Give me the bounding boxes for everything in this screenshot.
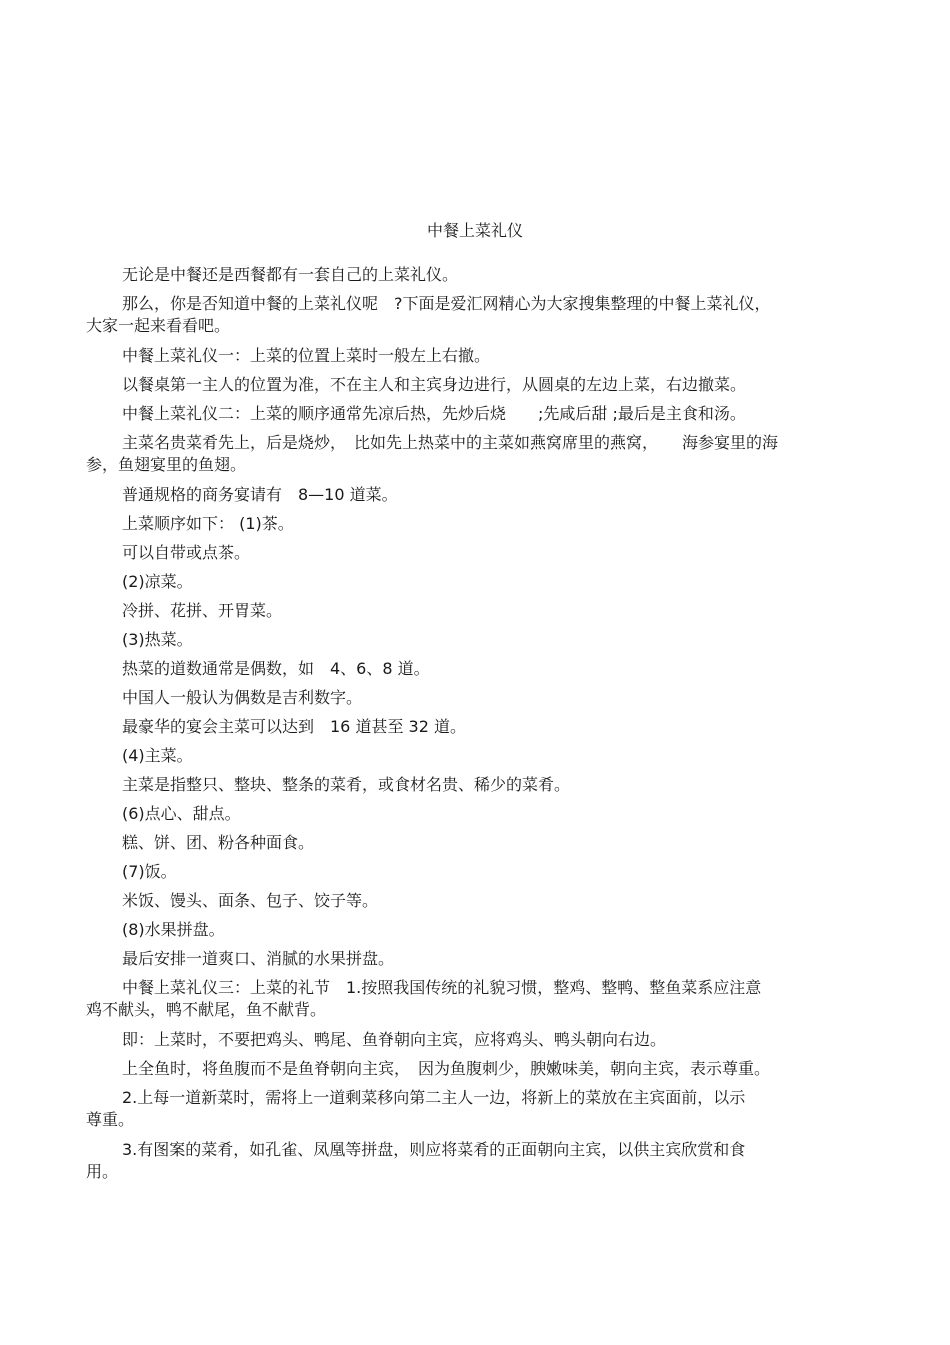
paragraph bbox=[86, 600, 876, 622]
paragraph-line: 3.有图案的菜肴，如孔雀、凤凰等拼盘，则应将菜肴的正面朝向主宾，以供主宾欣赏和食 bbox=[122, 1140, 746, 1159]
paragraph-line: (2)凉菜。 bbox=[122, 572, 193, 591]
paragraph bbox=[86, 1139, 876, 1183]
paragraph-line: 米饭、馒头、面条、包子、饺子等。 bbox=[122, 891, 379, 910]
paragraph-line: 参，鱼翅宴里的鱼翅。 bbox=[86, 455, 247, 474]
paragraph bbox=[86, 571, 876, 593]
paragraph-line: 那么，你是否知道中餐的上菜礼仪呢 ?下面是爱汇网精心为大家搜集整理的中餐上菜礼仪， bbox=[122, 294, 771, 313]
paragraph bbox=[86, 919, 876, 941]
paragraph-line: (4)主菜。 bbox=[122, 746, 193, 765]
paragraph-line: 以餐桌第一主人的位置为准，不在主人和主宾身边进行，从圆桌的左边上菜，右边撤菜。 bbox=[122, 375, 747, 394]
paragraph-line: 用。 bbox=[86, 1162, 119, 1181]
paragraph-line: 热菜的道数通常是偶数，如 4、6、8 道。 bbox=[122, 659, 430, 678]
paragraph-line: 上全鱼时，将鱼腹而不是鱼脊朝向主宾， 因为鱼腹刺少，腴嫩味美，朝向主宾，表示尊重。 bbox=[122, 1059, 771, 1078]
paragraph bbox=[86, 832, 876, 854]
paragraph-line: 2.上每一道新菜时，需将上一道剩菜移向第二主人一边，将新上的菜放在主宾面前，以示 bbox=[122, 1088, 746, 1107]
paragraph-line: 鸡不献头，鸭不献尾，鱼不献背。 bbox=[86, 1000, 327, 1019]
paragraph bbox=[86, 716, 876, 738]
paragraph-line: 中餐上菜礼仪二：上菜的顺序通常先凉后热，先炒后烧 ;先咸后甜 ;最后是主食和汤。 bbox=[122, 404, 746, 423]
paragraph-line: 无论是中餐还是西餐都有一套自己的上菜礼仪。 bbox=[122, 265, 459, 284]
paragraph-line: 普通规格的商务宴请有 8—10 道菜。 bbox=[122, 485, 398, 504]
paragraph-line: 中餐上菜礼仪一：上菜的位置上菜时一般左上右撤。 bbox=[122, 346, 491, 365]
paragraph-line: 即：上菜时，不要把鸡头、鸭尾、鱼脊朝向主宾，应将鸡头、鸭头朝向右边。 bbox=[122, 1030, 667, 1049]
document-title: 中餐上菜礼仪 bbox=[426, 221, 523, 240]
paragraph bbox=[86, 484, 876, 506]
paragraph bbox=[86, 803, 876, 825]
paragraph-line: 最豪华的宴会主菜可以达到 16 道甚至 32 道。 bbox=[122, 717, 466, 736]
paragraph-line: 大家一起来看看吧。 bbox=[86, 316, 231, 335]
paragraph-line: 主菜是指整只、整块、整条的菜肴，或食材名贵、稀少的菜肴。 bbox=[122, 775, 571, 794]
paragraph bbox=[86, 687, 876, 709]
paragraph bbox=[86, 293, 876, 337]
paragraph-line: 冷拼、花拼、开胃菜。 bbox=[122, 601, 283, 620]
paragraph-line: (3)热菜。 bbox=[122, 630, 193, 649]
paragraph-line: (7)饭。 bbox=[122, 862, 177, 881]
paragraph-line: 最后安排一道爽口、消腻的水果拼盘。 bbox=[122, 949, 395, 968]
paragraph-line: (8)水果拼盘。 bbox=[122, 920, 225, 939]
paragraph-line: 糕、饼、团、粉各种面食。 bbox=[122, 833, 315, 852]
paragraph bbox=[86, 432, 876, 476]
paragraph-line: 可以自带或点茶。 bbox=[122, 543, 251, 562]
paragraph bbox=[86, 658, 876, 680]
paragraph-line: 主菜名贵菜肴先上，后是烧炒， 比如先上热菜中的主菜如燕窝席里的燕窝， 海参宴里的海 bbox=[122, 433, 779, 452]
paragraph bbox=[86, 890, 876, 912]
paragraph bbox=[86, 542, 876, 564]
paragraph bbox=[86, 1029, 876, 1051]
paragraph bbox=[86, 374, 876, 396]
paragraph bbox=[86, 513, 876, 535]
paragraph bbox=[86, 745, 876, 767]
paragraph bbox=[86, 977, 876, 1021]
paragraph-line: 上菜顺序如下： (1)茶。 bbox=[122, 514, 294, 533]
paragraph bbox=[86, 861, 876, 883]
paragraph bbox=[86, 774, 876, 796]
paragraph bbox=[86, 1087, 876, 1131]
paragraph bbox=[86, 264, 876, 286]
paragraph bbox=[86, 629, 876, 651]
paragraph-line: (6)点心、甜点。 bbox=[122, 804, 241, 823]
paragraph-line: 中餐上菜礼仪三：上菜的礼节 1.按照我国传统的礼貌习惯，整鸡、整鸭、整鱼菜系应注意 bbox=[122, 978, 762, 997]
paragraph bbox=[86, 403, 876, 425]
paragraph bbox=[86, 345, 876, 367]
paragraph bbox=[86, 1058, 876, 1080]
paragraph bbox=[86, 948, 876, 970]
paragraph-line: 尊重。 bbox=[86, 1110, 135, 1129]
paragraph-line: 中国人一般认为偶数是吉利数字。 bbox=[122, 688, 363, 707]
